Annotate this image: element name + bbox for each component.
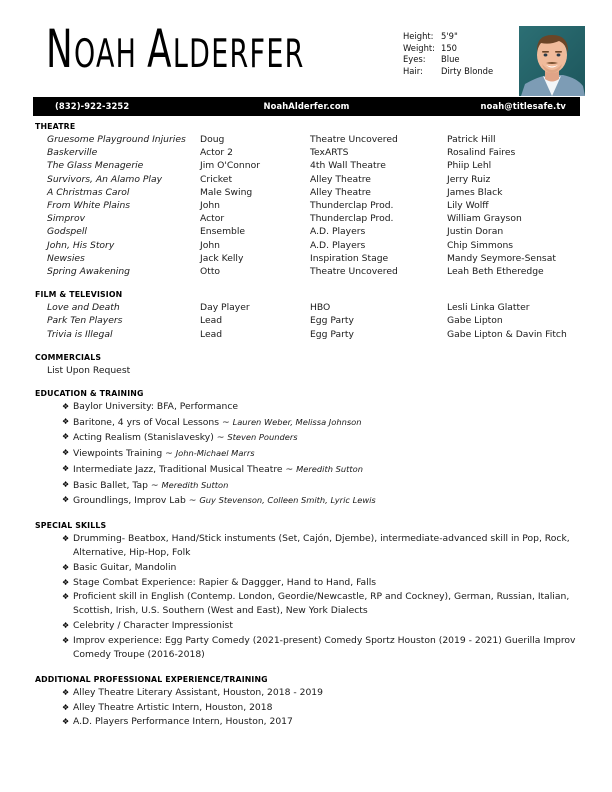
credit-company: Thunderclap Prod.: [310, 200, 394, 212]
page-title: NOAH ALDERFER: [46, 18, 305, 80]
credit-director: Mandy Seymore-Sensat: [447, 252, 556, 264]
stat-value: Blue: [441, 54, 460, 65]
credit-show-title: From White Plains: [47, 200, 131, 212]
credit-show-title: Newsies: [47, 252, 85, 264]
stat-label: Hair:: [403, 65, 423, 76]
commercials-note: List Upon Request: [47, 364, 131, 376]
list-item: [63, 590, 579, 618]
credit-show-title: Love and Death: [47, 302, 120, 314]
table-row: [47, 239, 587, 252]
credit-company: Theatre Uncovered: [310, 134, 398, 145]
credit-director: Jerry Ruiz: [447, 173, 491, 185]
list-item-text: Celebrity / Character Impressionist: [73, 620, 233, 632]
education-list: [0, 400, 612, 508]
credit-company: A.D. Players: [310, 239, 366, 251]
credit-role: Jim O'Connor: [200, 160, 260, 172]
credit-role: Male Swing: [200, 186, 253, 198]
stat-label: Eyes:: [403, 54, 426, 65]
contact-bar: [33, 97, 580, 116]
list-item-instructors: Meredith Sutton: [296, 463, 363, 474]
credit-company: Thunderclap Prod.: [310, 213, 394, 225]
bullet-diamond-icon: ❖: [62, 577, 70, 587]
section-title-skills: SPECIAL SKILLS: [35, 520, 107, 530]
list-item: [63, 576, 579, 590]
credit-company: A.D. Players: [310, 226, 366, 238]
bullet-diamond-icon: ❖: [62, 463, 70, 473]
bullet-diamond-icon: ❖: [62, 687, 70, 697]
credit-director: Gabe Lipton: [447, 315, 503, 327]
credit-role: Doug: [200, 134, 225, 145]
credit-role: Day Player: [200, 302, 250, 314]
credit-role: Otto: [200, 266, 221, 278]
bullet-diamond-icon: ❖: [62, 402, 70, 412]
credit-company: Alley Theatre: [310, 186, 371, 198]
credit-show-title: Survivors, An Alamo Play: [47, 173, 163, 185]
stat-value: 5'9": [441, 31, 458, 41]
credit-role: Lead: [200, 315, 223, 327]
section-title-education: EDUCATION & TRAINING: [35, 389, 144, 399]
credit-role: Ensemble: [200, 226, 246, 238]
credits-table-film: [47, 301, 587, 341]
credit-role: Actor: [200, 213, 225, 225]
credit-company: Alley Theatre: [310, 173, 371, 185]
table-row: [47, 133, 587, 146]
credit-show-title: Baskerville: [47, 147, 98, 159]
section-title-commercials: COMMERCIALS: [35, 352, 102, 362]
stat-row: [403, 54, 493, 66]
contact-website[interactable]: NoahAlderfer.com: [263, 101, 350, 111]
bullet-diamond-icon: ❖: [62, 592, 70, 602]
credit-director: William Grayson: [447, 213, 522, 225]
bullet-diamond-icon: ❖: [62, 717, 70, 727]
credit-director: Patrick Hill: [447, 134, 496, 145]
list-item: [63, 478, 579, 493]
section-title-film: FILM & TELEVISION: [35, 290, 123, 300]
bullet-diamond-icon: ❖: [62, 448, 70, 458]
credit-role: John: [200, 239, 220, 251]
credit-company: 4th Wall Theatre: [310, 160, 386, 172]
credit-show-title: John, His Story: [47, 239, 115, 251]
credit-company: Theatre Uncovered: [310, 266, 398, 278]
bullet-diamond-icon: ❖: [62, 479, 70, 489]
table-row: [47, 199, 587, 212]
credit-director: Leah Beth Etheredge: [447, 266, 544, 278]
credit-director: Phiip Lehl: [447, 160, 492, 172]
bullet-diamond-icon: ❖: [62, 635, 70, 645]
list-item: [63, 446, 579, 461]
resume-header: [0, 0, 612, 78]
section-title-additional: ADDITIONAL PROFESSIONAL EXPERIENCE/TRAINING: [35, 674, 268, 684]
credit-director: Gabe Lipton & Davin Fitch: [447, 328, 567, 340]
bullet-diamond-icon: ❖: [62, 432, 70, 442]
list-item-text: Alley Theatre Literary Assistant, Houston, 2018 - 2019: [73, 686, 323, 698]
stat-label: Height:: [403, 31, 434, 41]
credit-role: Cricket: [200, 173, 233, 185]
physical-stats: [403, 31, 493, 77]
credit-company: TexARTS: [310, 147, 349, 159]
table-row: [47, 328, 587, 341]
list-item-text: Groundlings, Improv Lab ~: [73, 495, 200, 507]
table-row: [47, 186, 587, 199]
credit-show-title: Godspell: [47, 226, 87, 238]
list-item-text: Viewpoints Training ~: [73, 448, 176, 460]
table-row: [47, 314, 587, 327]
list-item-text: Basic Guitar, Mandolin: [73, 561, 177, 573]
list-item-instructors: John-Michael Marrs: [175, 448, 255, 459]
list-item: [63, 701, 579, 715]
contact-phone[interactable]: (832)-922-3252: [55, 101, 130, 111]
credit-company: Inspiration Stage: [310, 252, 389, 264]
list-item-instructors: Guy Stevenson, Colleen Smith, Lyric Lewis: [199, 495, 376, 506]
list-item-instructors: Steven Pounders: [227, 432, 298, 443]
credit-show-title: Spring Awakening: [47, 266, 131, 278]
stat-row: [403, 31, 493, 43]
table-row: [47, 212, 587, 225]
list-item: [63, 462, 579, 477]
credit-role: Lead: [200, 328, 223, 340]
table-row: [47, 173, 587, 186]
table-row: [47, 265, 587, 278]
list-item: [63, 634, 579, 662]
list-item-text: Proficient skill in English (Contemp. London, Geordie/Newcastle, RP and Cockney), German, Russian, Italian, Scottish, Irish, U.S. Southern (West and East), New York Dialects: [73, 591, 570, 617]
stat-row: [403, 66, 493, 78]
bullet-diamond-icon: ❖: [62, 562, 70, 572]
credit-role: John: [200, 200, 220, 212]
list-item-text: Baritone, 4 yrs of Vocal Lessons ~: [73, 416, 233, 428]
bullet-diamond-icon: ❖: [62, 621, 70, 631]
list-item: [63, 430, 579, 445]
stat-row: [403, 43, 493, 55]
list-item: [63, 561, 579, 575]
list-item: [63, 415, 579, 430]
credit-show-title: Trivia is Illegal: [47, 328, 113, 340]
credit-company: Egg Party: [310, 315, 354, 327]
credit-director: Lily Wolff: [447, 200, 489, 212]
list-item: [63, 619, 579, 633]
credit-director: James Black: [447, 186, 503, 198]
credit-show-title: Gruesome Playground Injuries: [47, 134, 186, 145]
credit-show-title: The Glass Menagerie: [47, 160, 144, 172]
list-item-text: Acting Realism (Stanislavesky) ~: [73, 432, 228, 444]
stat-label: Weight:: [403, 42, 435, 53]
additional-list: [0, 686, 612, 730]
credit-show-title: Simprov: [47, 213, 86, 225]
resume-body: [0, 122, 612, 730]
list-item-instructors: Meredith Sutton: [161, 479, 229, 490]
list-item: [63, 715, 579, 729]
bullet-diamond-icon: ❖: [62, 495, 70, 505]
stat-value: 150: [441, 42, 457, 53]
list-item-text: Alley Theatre Artistic Intern, Houston, 2018: [73, 701, 273, 713]
credit-director: Rosalind Faires: [447, 147, 516, 159]
list-item-text: Baylor University: BFA, Performance: [73, 401, 239, 413]
section-title-theatre: THEATRE: [35, 122, 76, 131]
table-row: [47, 159, 587, 172]
credit-show-title: Park Ten Players: [47, 315, 123, 327]
list-item-text: Improv experience: Egg Party Comedy (2021-present) Comedy Sportz Houston (2019 - 2021) Guerilla Improv Comedy Troupe (2016-2018): [73, 634, 576, 661]
credit-director: Justin Doran: [447, 226, 504, 238]
credit-role: Actor 2: [200, 147, 233, 159]
table-row: [47, 225, 587, 238]
table-row: [47, 301, 587, 314]
list-item-text: Basic Ballet, Tap ~: [73, 479, 162, 491]
credits-table-theatre: [47, 133, 587, 278]
bullet-diamond-icon: ❖: [62, 702, 70, 712]
headshot-photo: [519, 26, 585, 96]
contact-email[interactable]: noah@titlesafe.tv: [480, 101, 566, 111]
list-item: [63, 493, 579, 508]
list-item-text: Drumming- Beatbox, Hand/Stick instuments (Set, Cajón, Djembe), intermediate-advanced skill in Pop, Rock, Alternative, Hip-Hop, Folk: [73, 532, 570, 559]
bullet-diamond-icon: ❖: [62, 533, 70, 543]
list-item-text: Stage Combat Experience: Rapier & Daggger, Hand to Hand, Falls: [73, 576, 377, 588]
list-item: [63, 532, 579, 560]
list-item: [63, 686, 579, 700]
list-item-instructors: Lauren Weber, Melissa Johnson: [232, 416, 362, 427]
credit-company: Egg Party: [310, 328, 354, 340]
table-row: [47, 146, 587, 159]
credit-company: HBO: [310, 302, 331, 314]
list-item-text: Intermediate Jazz, Traditional Musical Theatre ~: [73, 463, 297, 475]
bullet-diamond-icon: ❖: [62, 416, 70, 426]
stat-value: Dirty Blonde: [441, 65, 494, 76]
table-row: [47, 252, 587, 265]
list-item-text: A.D. Players Performance Intern, Houston, 2017: [73, 716, 293, 728]
list-item: [63, 400, 579, 414]
credit-director: Chip Simmons: [447, 239, 514, 251]
skills-list: [0, 532, 612, 662]
credit-show-title: A Christmas Carol: [47, 186, 130, 198]
credit-role: Jack Kelly: [200, 252, 244, 264]
credit-director: Lesli Linka Glatter: [447, 302, 530, 314]
